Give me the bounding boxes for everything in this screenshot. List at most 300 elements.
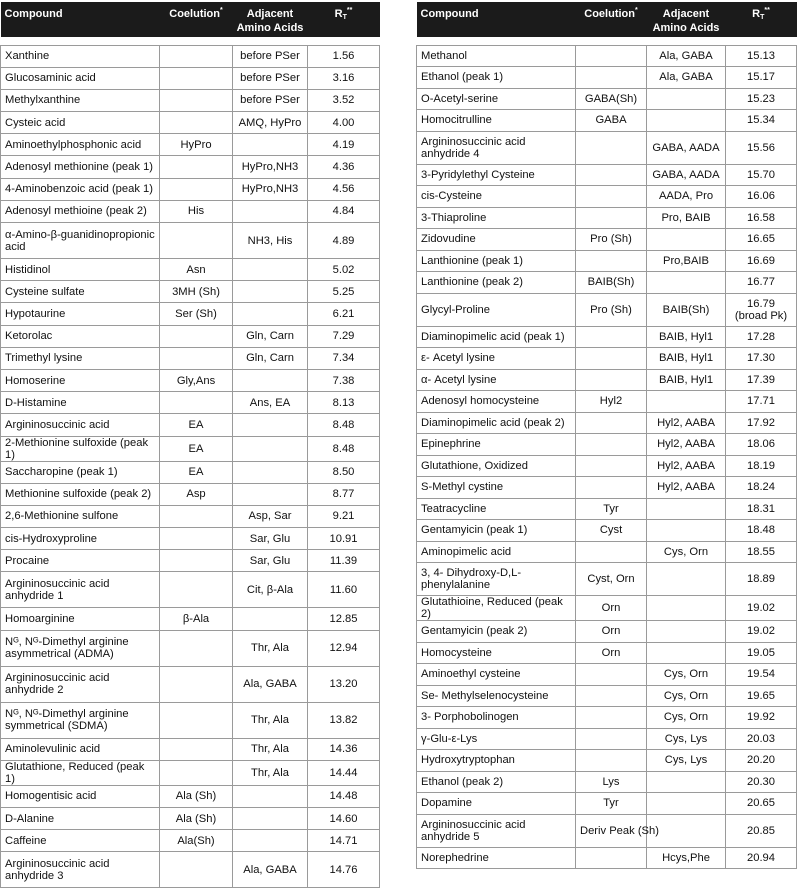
table-row (1, 505, 380, 527)
coelution-cell (576, 664, 647, 686)
coelution-cell (576, 186, 647, 208)
adjacent-amino-acids-cell: before PSer (233, 45, 308, 67)
adjacent-amino-acids-cell: Hcys,Phe (647, 847, 726, 869)
retention-time-cell: 16.77 (726, 272, 797, 294)
compound-cell: Nᴳ, Nᴳ-Dimethyl arginine symmetrical (SDMA) (1, 702, 160, 738)
compound-cell: Aminopimelic acid (417, 541, 576, 563)
retention-time-cell: 5.25 (308, 281, 380, 303)
retention-time-cell: 15.34 (726, 110, 797, 132)
retention-time-cell: 15.56 (726, 131, 797, 164)
compound-cell: Lanthionine (peak 2) (417, 272, 576, 294)
retention-time-cell: 8.50 (308, 461, 380, 483)
adjacent-amino-acids-cell: Ans, EA (233, 392, 308, 414)
table-row (1, 738, 380, 760)
coelution-cell (576, 326, 647, 348)
table-row (1, 303, 380, 325)
header-retention-time: RT** (726, 2, 797, 37)
retention-time-cell: 11.39 (308, 550, 380, 572)
coelution-cell: EA (160, 436, 233, 461)
retention-time-cell: 19.02 (726, 621, 797, 643)
retention-time-cell: 18.24 (726, 477, 797, 499)
header-retention-time: RT** (308, 2, 380, 37)
compound-cell: γ-Glu-ε-Lys (417, 728, 576, 750)
header-adjacent-amino-acids: Adjacent Amino Acids (233, 2, 308, 37)
retention-time-cell: 13.20 (308, 666, 380, 702)
coelution-cell (576, 685, 647, 707)
coelution-cell: Orn (576, 621, 647, 643)
coelution-cell (576, 45, 647, 67)
retention-time-cell: 8.48 (308, 436, 380, 461)
retention-time-cell: 19.05 (726, 642, 797, 664)
table-row (417, 391, 797, 413)
coelution-cell (160, 156, 233, 178)
coelution-cell (576, 412, 647, 434)
coelution-cell: EA (160, 461, 233, 483)
compound-cell: Dopamine (417, 793, 576, 815)
adjacent-amino-acids-cell: Hyl2, AABA (647, 477, 726, 499)
coelution-cell: Gly,Ans (160, 369, 233, 391)
compound-cell: Zidovudine (417, 229, 576, 251)
coelution-cell: EA (160, 414, 233, 436)
retention-time-cell: 17.28 (726, 326, 797, 348)
adjacent-amino-acids-cell (647, 391, 726, 413)
table-row (417, 45, 797, 67)
compound-cell: Homoarginine (1, 608, 160, 630)
table-row (417, 541, 797, 563)
retention-time-cell: 18.55 (726, 541, 797, 563)
retention-time-cell: 17.92 (726, 412, 797, 434)
compound-cell: Hypotaurine (1, 303, 160, 325)
table-row (417, 67, 797, 89)
adjacent-amino-acids-cell: Hyl2, AABA (647, 412, 726, 434)
retention-time-cell: 16.58 (726, 207, 797, 229)
retention-time-cell: 20.03 (726, 728, 797, 750)
compound-cell: 4-Aminobenzoic acid (peak 1) (1, 178, 160, 200)
retention-time-cell: 20.65 (726, 793, 797, 815)
retention-time-cell: 1.56 (308, 45, 380, 67)
coelution-cell: Ala (Sh) (160, 808, 233, 830)
retention-time-cell: 3.52 (308, 89, 380, 111)
retention-time-cell: 15.13 (726, 45, 797, 67)
table-row (417, 664, 797, 686)
coelution-cell: HyPro (160, 134, 233, 156)
table-row (417, 164, 797, 186)
table-row (1, 392, 380, 414)
compound-cell: Adenosyl methionine (peak 1) (1, 156, 160, 178)
coelution-cell (160, 702, 233, 738)
adjacent-amino-acids-cell: before PSer (233, 89, 308, 111)
table-row (1, 369, 380, 391)
header-coelution: Coelution* (576, 2, 647, 37)
retention-time-cell: 4.89 (308, 223, 380, 259)
coelution-cell: Deriv Peak (Sh) (576, 814, 647, 847)
coelution-cell (160, 572, 233, 608)
adjacent-amino-acids-cell (647, 596, 726, 621)
adjacent-amino-acids-cell: Ala, GABA (233, 852, 308, 888)
table-row (1, 572, 380, 608)
table-row (417, 477, 797, 499)
adjacent-amino-acids-cell: Pro, BAIB (647, 207, 726, 229)
compound-cell: Methanol (417, 45, 576, 67)
coelution-cell (576, 750, 647, 772)
table-row (1, 630, 380, 666)
table-row (417, 707, 797, 729)
coelution-cell: Cyst (576, 520, 647, 542)
compound-cell: Histidinol (1, 259, 160, 281)
retention-time-cell: 20.30 (726, 771, 797, 793)
table-row (1, 45, 380, 67)
adjacent-amino-acids-cell (647, 621, 726, 643)
table-row (1, 200, 380, 222)
coelution-cell: Cyst, Orn (576, 563, 647, 596)
coelution-cell (160, 666, 233, 702)
compound-cell: O-Acetyl-serine (417, 88, 576, 110)
compound-cell: Caffeine (1, 830, 160, 852)
coelution-cell (576, 250, 647, 272)
adjacent-amino-acids-cell (647, 110, 726, 132)
table-row (1, 702, 380, 738)
adjacent-amino-acids-cell (233, 608, 308, 630)
compound-cell: Argininosuccinic acid anhydride 2 (1, 666, 160, 702)
compound-cell: Diaminopimelic acid (peak 1) (417, 326, 576, 348)
table-row (1, 830, 380, 852)
table-row (417, 563, 797, 596)
adjacent-amino-acids-cell (233, 303, 308, 325)
adjacent-amino-acids-cell (647, 498, 726, 520)
compound-cell: D-Histamine (1, 392, 160, 414)
retention-time-cell: 20.85 (726, 814, 797, 847)
spacer-cell (1, 37, 380, 45)
retention-time-cell: 20.20 (726, 750, 797, 772)
adjacent-amino-acids-cell: NH3, His (233, 223, 308, 259)
adjacent-amino-acids-cell (233, 808, 308, 830)
compound-cell: Homocitrulline (417, 110, 576, 132)
adjacent-amino-acids-cell: Cys, Orn (647, 664, 726, 686)
compound-cell: Methylxanthine (1, 89, 160, 111)
retention-time-cell: 17.71 (726, 391, 797, 413)
compound-cell: Teatracycline (417, 498, 576, 520)
compound-cell: α- Acetyl lysine (417, 369, 576, 391)
header-coelution: Coelution* (160, 2, 233, 37)
adjacent-amino-acids-cell: BAIB, Hyl1 (647, 326, 726, 348)
coelution-cell (160, 347, 233, 369)
coelution-cell (160, 223, 233, 259)
compound-cell: Ketorolac (1, 325, 160, 347)
compound-cell: D-Alanine (1, 808, 160, 830)
compound-cell: Aminoethyl cysteine (417, 664, 576, 686)
table-row (1, 89, 380, 111)
retention-time-cell: 16.06 (726, 186, 797, 208)
coelution-cell (576, 434, 647, 456)
compound-cell: Ethanol (peak 1) (417, 67, 576, 89)
coelution-cell (576, 707, 647, 729)
retention-time-cell: 14.60 (308, 808, 380, 830)
table-row (1, 852, 380, 888)
table-row (1, 178, 380, 200)
coelution-cell: 3MH (Sh) (160, 281, 233, 303)
table-row (417, 793, 797, 815)
retention-time-cell: 4.36 (308, 156, 380, 178)
coelution-cell (576, 207, 647, 229)
retention-time-cell: 18.89 (726, 563, 797, 596)
table-row (417, 369, 797, 391)
compound-cell: Methionine sulfoxide (peak 2) (1, 483, 160, 505)
coelution-cell (160, 738, 233, 760)
compound-cell: Adenosyl methioine (peak 2) (1, 200, 160, 222)
header-compound: Compound (417, 2, 576, 37)
retention-time-cell: 5.02 (308, 259, 380, 281)
table-row (1, 112, 380, 134)
compound-cell: 3- Porphobolinogen (417, 707, 576, 729)
table-row (417, 207, 797, 229)
coelution-cell: Orn (576, 642, 647, 664)
compound-cell: cis-Hydroxyproline (1, 528, 160, 550)
retention-time-cell: 14.76 (308, 852, 380, 888)
table-row (417, 685, 797, 707)
spacer-row (1, 37, 380, 45)
coelution-cell: Pro (Sh) (576, 229, 647, 251)
table-row (417, 412, 797, 434)
spacer-cell (417, 37, 797, 45)
adjacent-amino-acids-cell (647, 793, 726, 815)
table-row (1, 550, 380, 572)
compound-cell: Procaine (1, 550, 160, 572)
adjacent-amino-acids-cell: Gln, Carn (233, 325, 308, 347)
retention-table-left (0, 2, 380, 888)
retention-time-cell: 13.82 (308, 702, 380, 738)
compound-cell: Argininosuccinic acid anhydride 1 (1, 572, 160, 608)
header-row (417, 2, 797, 37)
coelution-cell (576, 728, 647, 750)
compound-cell: Cysteine sulfate (1, 281, 160, 303)
adjacent-amino-acids-cell (647, 520, 726, 542)
adjacent-amino-acids-cell (233, 483, 308, 505)
adjacent-amino-acids-cell (233, 830, 308, 852)
table-row (417, 272, 797, 294)
compound-cell: 3-Thiaproline (417, 207, 576, 229)
adjacent-amino-acids-cell: Hyl2, AABA (647, 455, 726, 477)
coelution-cell (160, 760, 233, 785)
coelution-cell (160, 852, 233, 888)
compound-cell: 2-Methionine sulfoxide (peak 1) (1, 436, 160, 461)
retention-time-cell: 8.77 (308, 483, 380, 505)
compound-cell: Argininosuccinic acid anhydride 3 (1, 852, 160, 888)
compound-cell: Ethanol (peak 2) (417, 771, 576, 793)
retention-time-cell: 14.48 (308, 785, 380, 807)
adjacent-amino-acids-cell: HyPro,NH3 (233, 156, 308, 178)
retention-time-cell: 19.65 (726, 685, 797, 707)
adjacent-amino-acids-cell: BAIB, Hyl1 (647, 369, 726, 391)
coelution-cell (160, 550, 233, 572)
adjacent-amino-acids-cell: Hyl2, AABA (647, 434, 726, 456)
adjacent-amino-acids-cell: Thr, Ala (233, 630, 308, 666)
retention-table-right (416, 2, 797, 869)
coelution-cell: Asn (160, 259, 233, 281)
table-row (417, 88, 797, 110)
retention-time-cell: 14.71 (308, 830, 380, 852)
retention-time-cell: 19.92 (726, 707, 797, 729)
table-row (417, 621, 797, 643)
compound-cell: Hydroxytryptophan (417, 750, 576, 772)
table-row (1, 528, 380, 550)
retention-time-cell: 16.69 (726, 250, 797, 272)
adjacent-amino-acids-cell: Thr, Ala (233, 702, 308, 738)
compound-cell: Lanthionine (peak 1) (417, 250, 576, 272)
adjacent-amino-acids-cell: Cit, β-Ala (233, 572, 308, 608)
table-row (417, 455, 797, 477)
table-row (1, 461, 380, 483)
compound-cell: 2,6-Methionine sulfone (1, 505, 160, 527)
adjacent-amino-acids-cell: Ala, GABA (647, 45, 726, 67)
adjacent-amino-acids-cell: Sar, Glu (233, 550, 308, 572)
adjacent-amino-acids-cell: Thr, Ala (233, 738, 308, 760)
retention-time-cell: 12.94 (308, 630, 380, 666)
retention-time-cell: 4.19 (308, 134, 380, 156)
table-row (417, 814, 797, 847)
adjacent-amino-acids-cell: GABA, AADA (647, 164, 726, 186)
adjacent-amino-acids-cell (647, 563, 726, 596)
table-row (417, 293, 797, 326)
adjacent-amino-acids-cell: Ala, GABA (233, 666, 308, 702)
coelution-cell (576, 477, 647, 499)
compound-cell: Norephedrine (417, 847, 576, 869)
adjacent-amino-acids-cell (647, 229, 726, 251)
table-row (417, 596, 797, 621)
coelution-cell: Tyr (576, 793, 647, 815)
compound-cell: Glycyl-Proline (417, 293, 576, 326)
table-row (1, 808, 380, 830)
adjacent-amino-acids-cell: Cys, Lys (647, 728, 726, 750)
coelution-cell (160, 67, 233, 89)
compound-cell: Glutathione, Oxidized (417, 455, 576, 477)
adjacent-amino-acids-cell (233, 369, 308, 391)
retention-time-cell: 15.70 (726, 164, 797, 186)
retention-time-cell: 11.60 (308, 572, 380, 608)
coelution-cell (576, 847, 647, 869)
coelution-cell (160, 89, 233, 111)
adjacent-amino-acids-cell: Gln, Carn (233, 347, 308, 369)
coelution-cell (160, 325, 233, 347)
adjacent-amino-acids-cell (233, 436, 308, 461)
table-row (1, 483, 380, 505)
retention-time-cell: 8.13 (308, 392, 380, 414)
coelution-cell: Ser (Sh) (160, 303, 233, 325)
table-row (417, 520, 797, 542)
table-row (1, 67, 380, 89)
compound-cell: Diaminopimelic acid (peak 2) (417, 412, 576, 434)
compound-cell: Homoserine (1, 369, 160, 391)
table-row (417, 131, 797, 164)
table-row (1, 414, 380, 436)
adjacent-amino-acids-cell: GABA, AADA (647, 131, 726, 164)
coelution-cell (576, 67, 647, 89)
coelution-cell (160, 392, 233, 414)
table-row (1, 134, 380, 156)
compound-cell: Saccharopine (peak 1) (1, 461, 160, 483)
table-row (1, 281, 380, 303)
adjacent-amino-acids-cell: Ala, GABA (647, 67, 726, 89)
retention-time-cell: 7.34 (308, 347, 380, 369)
adjacent-amino-acids-cell: Cys, Orn (647, 685, 726, 707)
coelution-cell: Ala (Sh) (160, 785, 233, 807)
retention-time-cell: 16.65 (726, 229, 797, 251)
adjacent-amino-acids-cell: Asp, Sar (233, 505, 308, 527)
compound-cell: S-Methyl cystine (417, 477, 576, 499)
retention-time-cell: 12.85 (308, 608, 380, 630)
compound-cell: Argininosuccinic acid (1, 414, 160, 436)
compound-cell: 3, 4- Dihydroxy-D,L-phenylalanine (417, 563, 576, 596)
coelution-cell: His (160, 200, 233, 222)
retention-time-cell: 18.31 (726, 498, 797, 520)
retention-time-cell: 19.02 (726, 596, 797, 621)
compound-cell: Nᴳ, Nᴳ-Dimethyl arginine asymmetrical (ADMA) (1, 630, 160, 666)
compound-cell: Glucosaminic acid (1, 67, 160, 89)
coelution-cell (576, 541, 647, 563)
adjacent-amino-acids-cell (647, 272, 726, 294)
coelution-cell: BAIB(Sh) (576, 272, 647, 294)
retention-time-cell: 4.84 (308, 200, 380, 222)
coelution-cell (160, 112, 233, 134)
table-row (1, 325, 380, 347)
coelution-cell (160, 528, 233, 550)
retention-time-cell: 18.06 (726, 434, 797, 456)
adjacent-amino-acids-cell (233, 414, 308, 436)
adjacent-amino-acids-cell: Thr, Ala (233, 760, 308, 785)
compound-cell: Xanthine (1, 45, 160, 67)
retention-time-cell: 9.21 (308, 505, 380, 527)
retention-time-cell: 14.36 (308, 738, 380, 760)
compound-cell: Homocysteine (417, 642, 576, 664)
table-row (1, 223, 380, 259)
compound-cell: Cysteic acid (1, 112, 160, 134)
coelution-cell (160, 178, 233, 200)
retention-time-cell: 4.00 (308, 112, 380, 134)
retention-time-cell: 7.29 (308, 325, 380, 347)
retention-time-cell: 15.17 (726, 67, 797, 89)
compound-cell: Glutathioine, Reduced (peak 2) (417, 596, 576, 621)
compound-cell: Epinephrine (417, 434, 576, 456)
table-row (417, 348, 797, 370)
table-row (417, 250, 797, 272)
table-row (417, 229, 797, 251)
table-row (1, 785, 380, 807)
adjacent-amino-acids-cell: BAIB(Sh) (647, 293, 726, 326)
coelution-cell: Lys (576, 771, 647, 793)
compound-cell: Homogentisic acid (1, 785, 160, 807)
table-row (417, 642, 797, 664)
adjacent-amino-acids-cell: BAIB, Hyl1 (647, 348, 726, 370)
retention-time-cell: 7.38 (308, 369, 380, 391)
retention-time-cell: 17.30 (726, 348, 797, 370)
adjacent-amino-acids-cell (233, 200, 308, 222)
retention-time-cell: 4.56 (308, 178, 380, 200)
compound-cell: ε- Acetyl lysine (417, 348, 576, 370)
compound-cell: 3-Pyridylethyl Cysteine (417, 164, 576, 186)
table-row (417, 498, 797, 520)
coelution-cell (160, 45, 233, 67)
adjacent-amino-acids-cell (647, 88, 726, 110)
retention-time-cell: 16.79 (broad Pk) (726, 293, 797, 326)
table-row (1, 436, 380, 461)
adjacent-amino-acids-cell: Cys, Orn (647, 707, 726, 729)
compound-cell: Aminoethylphosphonic acid (1, 134, 160, 156)
compound-cell: Argininosuccinic acid anhydride 4 (417, 131, 576, 164)
table-row (417, 434, 797, 456)
adjacent-amino-acids-cell: Cys, Orn (647, 541, 726, 563)
compound-cell: Se- Methylselenocysteine (417, 685, 576, 707)
table-row (417, 750, 797, 772)
table-row (1, 608, 380, 630)
